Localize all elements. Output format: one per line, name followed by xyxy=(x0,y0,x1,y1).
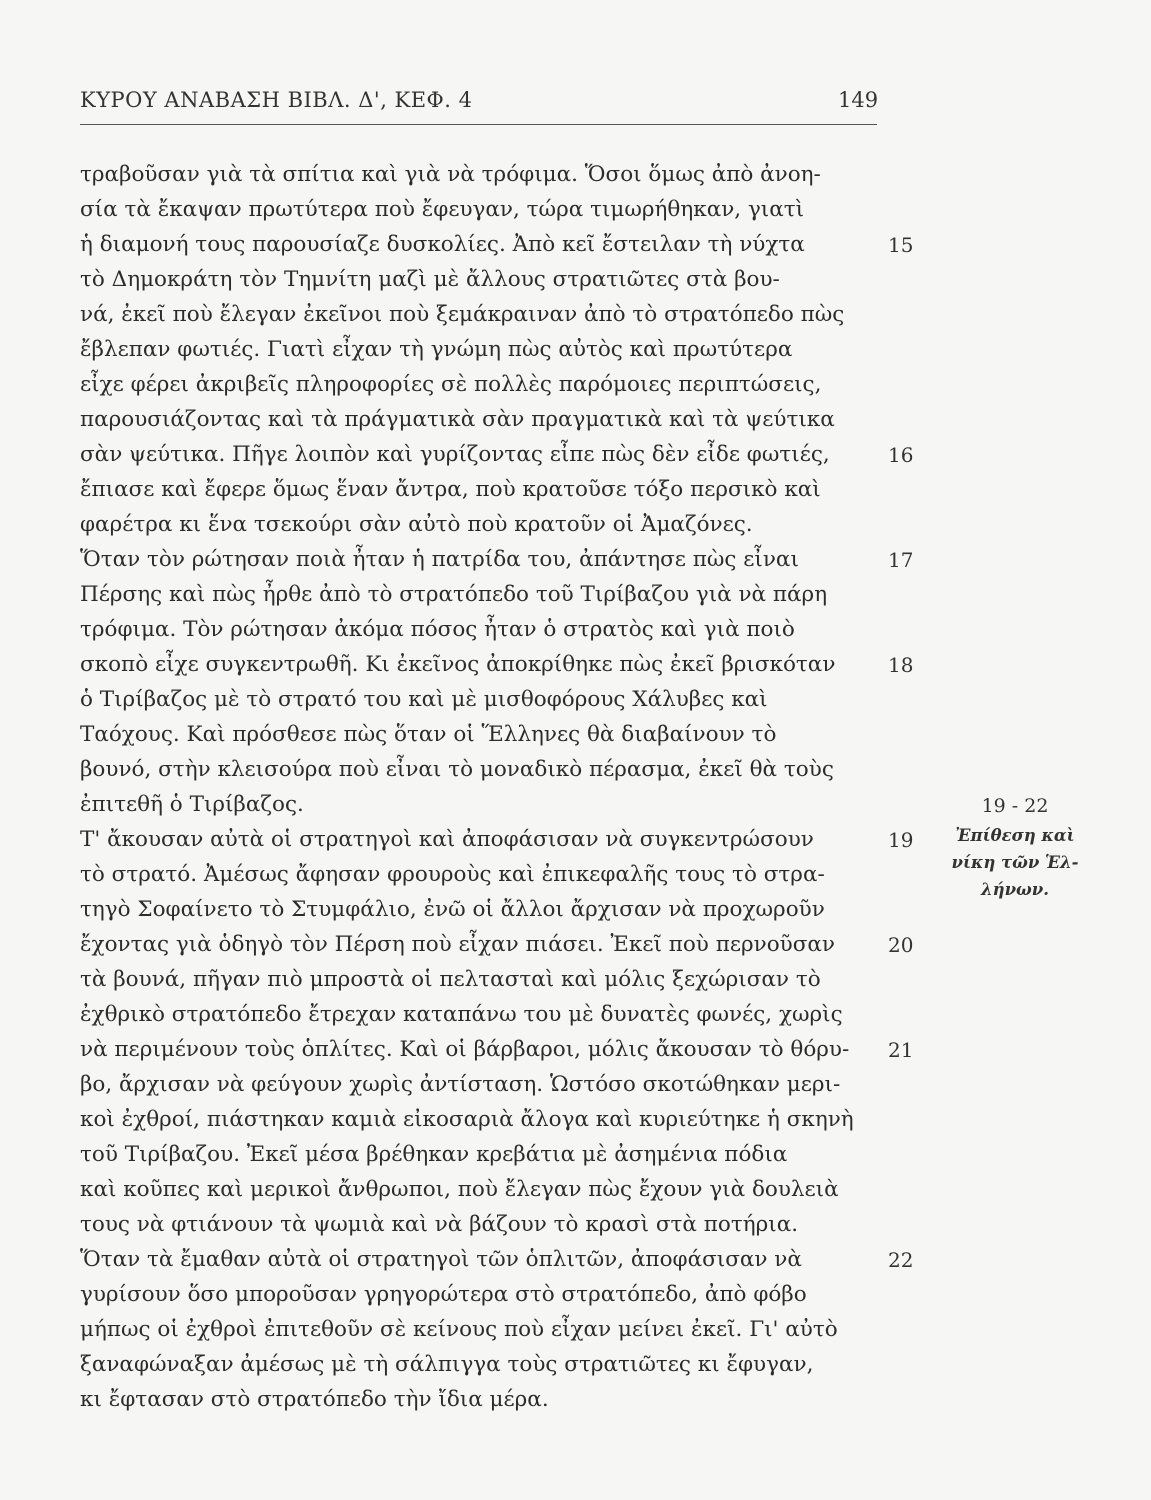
text-line: τὰ βουνά, πῆγαν πιὸ μπροστὰ οἱ πελτασταὶ καὶ μόλις ξεχώρισαν τὸ xyxy=(80,967,821,992)
text-line: καὶ κοῦπες καὶ μερικοὶ ἄνθρωποι, ποὺ ἔλεγαν πὼς ἔχουν γιὰ δουλειὰ xyxy=(80,1177,839,1202)
text-line: παρουσιάζοντας καὶ τὰ πράγματικὰ σὰν πραγματικὰ καὶ τὰ ψεύτικα xyxy=(80,407,835,432)
text-line: Ὅταν τὸν ρώτησαν ποιὰ ἦταν ἡ πατρίδα του, ἀπάντησε πὼς εἶναι xyxy=(80,547,799,572)
sidenote-line: νίκη τῶν Ἑλ- xyxy=(951,853,1079,872)
text-line: Πέρσης καὶ πὼς ἦρθε ἀπὸ τὸ στρατόπεδο τοῦ Τιρίβαζου γιὰ νὰ πάρη xyxy=(80,582,828,607)
sidenote-range: 19 - 22 xyxy=(981,795,1049,817)
margin-number: 20 xyxy=(888,933,914,957)
margin-number: 15 xyxy=(888,233,914,257)
text-line: ξαναφώναξαν ἀμέσως μὲ τὴ σάλπιγγα τοὺς στρατιῶτες κι ἔφυγαν, xyxy=(80,1352,814,1377)
text-line: σία τὰ ἔκαψαν πρωτύτερα ποὺ ἔφευγαν, τώρα τιμωρήθηκαν, γιατὶ xyxy=(80,197,805,222)
margin-number: 22 xyxy=(888,1248,914,1272)
text-line: κοὶ ἐχθροί, πιάστηκαν καμιὰ εἰκοσαριὰ ἄλογα καὶ κυριεύτηκε ἡ σκηνὴ xyxy=(80,1107,854,1132)
text-line: τὸ στρατό. Ἀμέσως ἄφησαν φρουροὺς καὶ ἐπικεφαλῆς τους τὸ στρα- xyxy=(80,862,825,887)
text-line: ὁ Τιρίβαζος μὲ τὸ στρατό του καὶ μὲ μισθοφόρους Χάλυβες καὶ xyxy=(80,687,768,712)
margin-number: 16 xyxy=(888,443,914,467)
text-line: γυρίσουν ὅσο μποροῦσαν γρηγορώτερα στὸ στρατόπεδο, ἀπὸ φόβο xyxy=(80,1282,807,1307)
text-line: μήπως οἱ ἐχθροὶ ἐπιτεθοῦν σὲ κείνους ποὺ εἶχαν μείνει ἐκεῖ. Γι' αὐτὸ xyxy=(80,1317,838,1342)
text-line: τους νὰ φτιάνουν τὰ ψωμιὰ καὶ νὰ βάζουν τὸ κρασὶ στὰ ποτήρια. xyxy=(80,1212,799,1237)
text-line: ἐχθρικὸ στρατόπεδο ἔτρεχαν καταπάνω του μὲ δυνατὲς φωνές, χωρὶς xyxy=(80,1002,843,1027)
text-line: νὰ περιμένουν τοὺς ὁπλίτες. Καὶ οἱ βάρβαροι, μόλις ἄκουσαν τὸ θόρυ- xyxy=(80,1037,850,1062)
sidenote-line: Ἐπίθεση καὶ xyxy=(955,826,1075,845)
text-line: βο, ἄρχισαν νὰ φεύγουν χωρὶς ἀντίσταση. Ὡστόσο σκοτώθηκαν μερι- xyxy=(80,1072,841,1097)
text-line: Ὅταν τὰ ἔμαθαν αὐτὰ οἱ στρατηγοὶ τῶν ὁπλιτῶν, ἀποφάσισαν νὰ xyxy=(80,1247,802,1272)
text-line: τηγὸ Σοφαίνετο τὸ Στυμφάλιο, ἐνῶ οἱ ἄλλοι ἄρχισαν νὰ προχωροῦν xyxy=(80,897,825,922)
text-line: ἔπιασε καὶ ἔφερε ὅμως ἕναν ἄντρα, ποὺ κρατοῦσε τόξο περσικὸ καὶ xyxy=(80,477,821,502)
running-title: ΚΥΡΟΥ ΑΝΑΒΑΣΗ ΒΙΒΛ. Δ', ΚΕΦ. 4 xyxy=(80,88,473,112)
text-line: σκοπὸ εἶχε συγκεντρωθῆ. Κι ἐκεῖνος ἀποκρίθηκε πὼς ἐκεῖ βρισκόταν xyxy=(80,652,836,677)
text-line: Ταόχους. Καὶ πρόσθεσε πὼς ὅταν οἱ Ἕλληνες θὰ διαβαίνουν τὸ xyxy=(80,722,777,747)
text-line: βουνό, στὴν κλεισούρα ποὺ εἶναι τὸ μοναδικὸ πέρασμα, ἐκεῖ θὰ τοὺς xyxy=(80,757,834,782)
text-line: εἶχε φέρει ἀκριβεῖς πληροφορίες σὲ πολλὲς παρόμοιες περιπτώσεις, xyxy=(80,372,822,397)
sidenote-line: λήνων. xyxy=(981,880,1049,899)
margin-number: 21 xyxy=(888,1038,914,1062)
page-number: 149 xyxy=(838,88,879,112)
text-line: νά, ἐκεῖ ποὺ ἔλεγαν ἐκεῖνοι ποὺ ξεμάκραιναν ἀπὸ τὸ στρατόπεδο πὼς xyxy=(80,302,845,327)
text-line: ἐπιτεθῆ ὁ Τιρίβαζος. xyxy=(80,792,304,817)
margin-number: 17 xyxy=(888,548,914,572)
text-line: σὰν ψεύτικα. Πῆγε λοιπὸν καὶ γυρίζοντας εἶπε πὼς δὲν εἶδε φωτιές, xyxy=(80,442,830,467)
header-rule xyxy=(80,124,877,125)
text-line: τὸ Δημοκράτη τὸν Τημνίτη μαζὶ μὲ ἄλλους στρατιῶτες στὰ βου- xyxy=(80,267,780,292)
text-line: ἡ διαμονή τους παρουσίαζε δυσκολίες. Ἀπὸ κεῖ ἔστειλαν τὴ νύχτα xyxy=(80,232,805,257)
margin-number: 18 xyxy=(888,653,914,677)
text-line: τρόφιμα. Τὸν ρώτησαν ἀκόμα πόσος ἦταν ὁ στρατὸς καὶ γιὰ ποιὸ xyxy=(80,617,795,642)
text-line: κι ἔφτασαν στὸ στρατόπεδο τὴν ἴδια μέρα. xyxy=(80,1387,549,1412)
text-line: ἔβλεπαν φωτιές. Γιατὶ εἶχαν τὴ γνώμη πὼς αὐτὸς καὶ πρωτύτερα xyxy=(80,337,793,362)
text-line: τοῦ Τιρίβαζου. Ἐκεῖ μέσα βρέθηκαν κρεβάτια μὲ ἀσημένια πόδια xyxy=(80,1142,788,1167)
margin-number: 19 xyxy=(888,828,914,852)
text-line: ἔχοντας γιὰ ὁδηγὸ τὸν Πέρση ποὺ εἶχαν πιάσει. Ἐκεῖ ποὺ περνοῦσαν xyxy=(80,932,835,957)
text-line: φαρέτρα κι ἕνα τσεκούρι σὰν αὐτὸ ποὺ κρατοῦν οἱ Ἀμαζόνες. xyxy=(80,512,753,537)
text-line: Τ' ἄκουσαν αὐτὰ οἱ στρατηγοὶ καὶ ἀποφάσισαν νὰ συγκεντρώσουν xyxy=(80,827,814,852)
sidenote-text xyxy=(930,822,1100,903)
text-line: τραβοῦσαν γιὰ τὰ σπίτια καὶ γιὰ νὰ τρόφιμα. Ὅσοι ὅμως ἀπὸ ἀνοη- xyxy=(80,162,821,187)
